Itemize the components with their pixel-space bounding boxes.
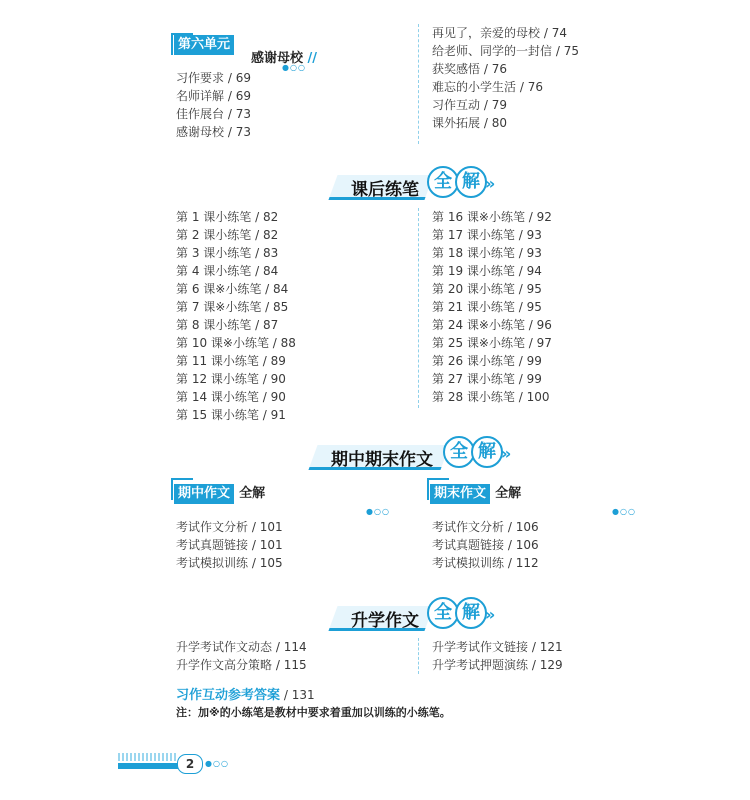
toc-entry[interactable]: 第 2 课小练笔 / 82 [176,228,279,242]
toc-entry[interactable]: 升学考试作文链接 / 121 [432,640,563,654]
section-banner-qizhong [313,436,533,470]
banner-quanjie-badge [427,166,483,198]
final-list [432,518,539,572]
banner-title: 升学作文 [351,611,419,631]
shengxue-left-list [176,638,307,674]
toc-entry[interactable]: 感谢母校 / 73 [176,125,251,139]
toc-entry[interactable]: 升学考试作文动态 / 114 [176,640,307,654]
final-tag: 期末作文 [430,484,490,504]
footer-decoration [118,753,178,769]
jie-char: 解 [455,597,487,629]
midterm-tag: 期中作文 [174,484,234,504]
toc-entry[interactable]: 第 18 课小练笔 / 93 [432,246,542,260]
chevron-right-icon: » [485,174,496,193]
toc-entry[interactable]: 第 11 课小练笔 / 89 [176,354,286,368]
answers-label: 习作互动参考答案 [176,688,281,703]
toc-entry[interactable]: 第 27 课小练笔 / 99 [432,372,542,386]
banner-quanjie-badge [427,597,483,629]
toc-entry[interactable]: 习作要求 / 69 [176,71,251,85]
toc-entry[interactable]: 第 14 课小练笔 / 90 [176,390,286,404]
kehou-left-list [176,208,296,424]
toc-entry[interactable]: 第 4 课小练笔 / 84 [176,264,279,278]
midterm-dots: ●○○ [366,507,390,516]
toc-entry[interactable]: 考试作文分析 / 106 [432,520,539,534]
toc-entry[interactable]: 第 16 课※小练笔 / 92 [432,210,552,224]
chevron-right-icon: » [485,605,496,624]
quan-char: 全 [443,436,475,468]
toc-entry[interactable]: 第 26 课小练笔 / 99 [432,354,542,368]
toc-entry[interactable]: 第 24 课※小练笔 / 96 [432,318,552,332]
toc-entry[interactable]: 难忘的小学生活 / 76 [432,80,543,94]
toc-entry[interactable]: 升学作文高分策略 / 115 [176,658,307,672]
toc-entry[interactable]: 考试真题链接 / 106 [432,538,539,552]
toc-entry[interactable]: 第 3 课小练笔 / 83 [176,246,279,260]
kehou-right-list [432,208,552,406]
unit6-title-text: 感谢母校 [251,51,304,66]
toc-entry[interactable]: 第 8 课小练笔 / 87 [176,318,279,332]
toc-entry[interactable]: 第 25 课※小练笔 / 97 [432,336,552,350]
quan-char: 全 [427,597,459,629]
unit6-left-list [176,69,251,141]
column-divider [418,638,419,674]
unit6-dots: ●○○ [282,63,306,72]
column-divider [418,208,419,408]
jie-char: 解 [471,436,503,468]
toc-entry[interactable]: 第 20 课小练笔 / 95 [432,282,542,296]
final-dots: ●○○ [612,507,636,516]
banner-title: 期中期末作文 [331,450,433,470]
toc-entry[interactable]: 第 12 课小练笔 / 90 [176,372,286,386]
toc-entry[interactable]: 获奖感悟 / 76 [432,62,507,76]
banner-quanjie-badge [443,436,499,468]
midterm-list [176,518,283,572]
section-banner-kehou [333,166,513,200]
banner-title: 课后练笔 [351,180,419,200]
unit6-right-list [432,24,579,132]
final-heading [430,482,521,504]
toc-entry[interactable]: 考试模拟训练 / 105 [176,556,283,570]
quan-char: 全 [427,166,459,198]
toc-entry[interactable]: 佳作展台 / 73 [176,107,251,121]
footer-dots: ●○○ [205,759,229,768]
shengxue-right-list [432,638,563,674]
toc-entry[interactable]: 第 15 课小练笔 / 91 [176,408,286,422]
chevron-right-icon: » [501,444,512,463]
toc-entry[interactable]: 考试模拟训练 / 112 [432,556,539,570]
unit6-tag: 第六单元 [174,35,234,55]
footnote: 注：加※的小练笔是教材中要求着重加以训练的小练笔。 [176,706,451,719]
toc-entry[interactable]: 考试真题链接 / 101 [176,538,283,552]
toc-entry[interactable]: 第 7 课※小练笔 / 85 [176,300,289,314]
toc-entry[interactable]: 名师详解 / 69 [176,89,251,103]
toc-entry[interactable]: 习作互动 / 79 [432,98,507,112]
toc-entry[interactable]: 第 10 课※小练笔 / 88 [176,336,296,350]
toc-entry[interactable]: 第 1 课小练笔 / 82 [176,210,279,224]
toc-entry[interactable]: 第 17 课小练笔 / 93 [432,228,542,242]
midterm-suffix: 全解 [239,486,266,501]
toc-entry[interactable]: 考试作文分析 / 101 [176,520,283,534]
answers-page: 131 [291,688,315,702]
jie-char: 解 [455,166,487,198]
final-suffix: 全解 [495,486,522,501]
toc-entry[interactable]: 第 19 课小练笔 / 94 [432,264,542,278]
slash-decoration: // [307,51,318,66]
toc-entry[interactable]: 课外拓展 / 80 [432,116,507,130]
column-divider [418,24,419,144]
toc-entry[interactable]: 第 28 课小练笔 / 100 [432,390,550,404]
toc-entry[interactable]: 第 21 课小练笔 / 95 [432,300,542,314]
toc-entry[interactable]: 给老师、同学的一封信 / 75 [432,44,579,58]
section-banner-shengxue [333,597,513,631]
midterm-heading [174,482,265,504]
toc-entry[interactable]: 升学考试押题演练 / 129 [432,658,563,672]
toc-entry[interactable]: 第 6 课※小练笔 / 84 [176,282,289,296]
toc-entry[interactable]: 再见了，亲爱的母校 / 74 [432,26,567,40]
answers-entry[interactable]: 习作互动参考答案 / 131 [176,688,315,703]
page-number: 2 [177,754,203,774]
